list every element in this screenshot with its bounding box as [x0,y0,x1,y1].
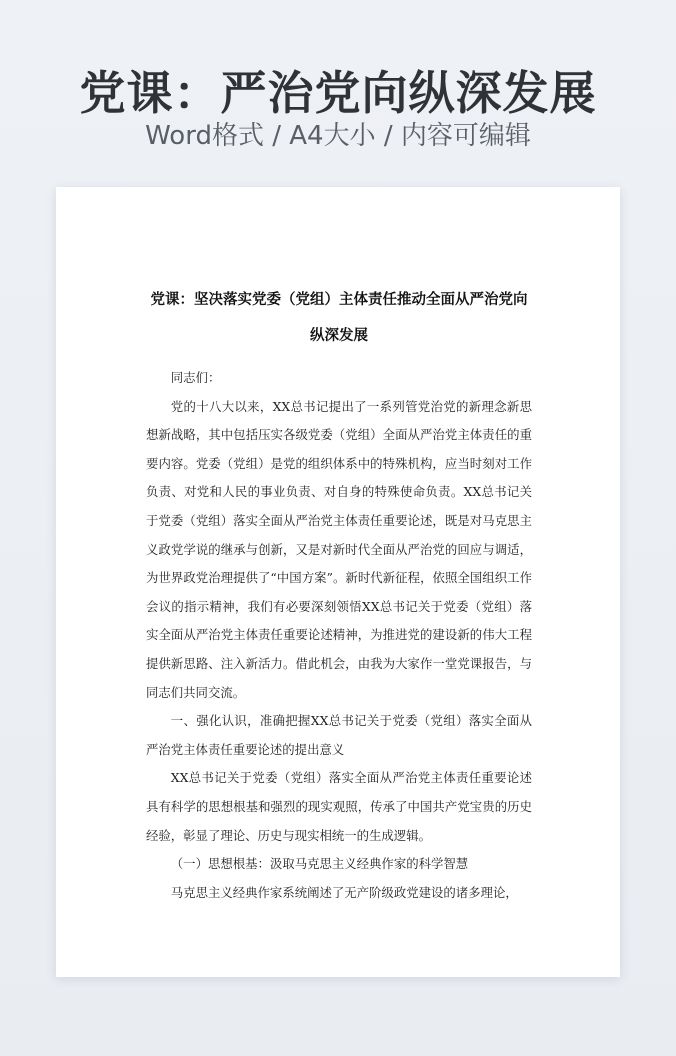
salutation: 同志们： [170,370,221,385]
document-body [146,364,532,907]
banner-title: 党课：严治党向纵深发展 [79,66,597,120]
banner-subtitle: Word格式 / A4大小 / 内容可编辑 [145,121,531,151]
body-paragraph: XX总书记关于党委（党组）落实全面从严治党主体责任重要论述具有科学的思想根基和强烈的现实观照，传承了中国共产党宝贵的历史经验，彰显了理论、历史与现实相统一的生成逻辑。 [146,770,532,843]
body-paragraph: 党的十八大以来，XX总书记提出了一系列管党治党的新理念新思想新战略，其中包括压实各级党委（党组）全面从严治党主体责任的重要内容。党委（党组）是党的组织体系中的特殊机构，应当时刻对工作负责、对党和人民的事业负责、对自身的特殊使命负责。XX总书记关于党委（党组）落实全面从严治党主体责任重要论述，既是对马克思主义政党学说的继承与创新，又是对新时代全面从严治党的回应与调适，为世界政党治理提供了“中国方案”。新时代新征程，依照全国组织工作会议的指示精神，我们有必要深刻领悟XX总书记关于党委（党组）落实全面从严治党主体责任重要论述精神，为推进党的建设新的伟大工程提供新思路、注入新活力。借此机会，由我为大家作一堂党课报告，与同志们共同交流。 [146,398,532,700]
document-title: 党课：坚决落实党委（党组）主体责任推动全面从严治党向纵深发展 [150,291,528,344]
section-heading: 一、强化认识，准确把握XX总书记关于党委（党组）落实全面从严治党主体责任重要论述的提出意义 [146,713,532,757]
body-paragraph: 马克思主义经典作家系统阐述了无产阶级政党建设的诸多理论， [170,884,518,900]
subsection-heading: （一）思想根基：汲取马克思主义经典作家的科学智慧 [170,856,469,872]
